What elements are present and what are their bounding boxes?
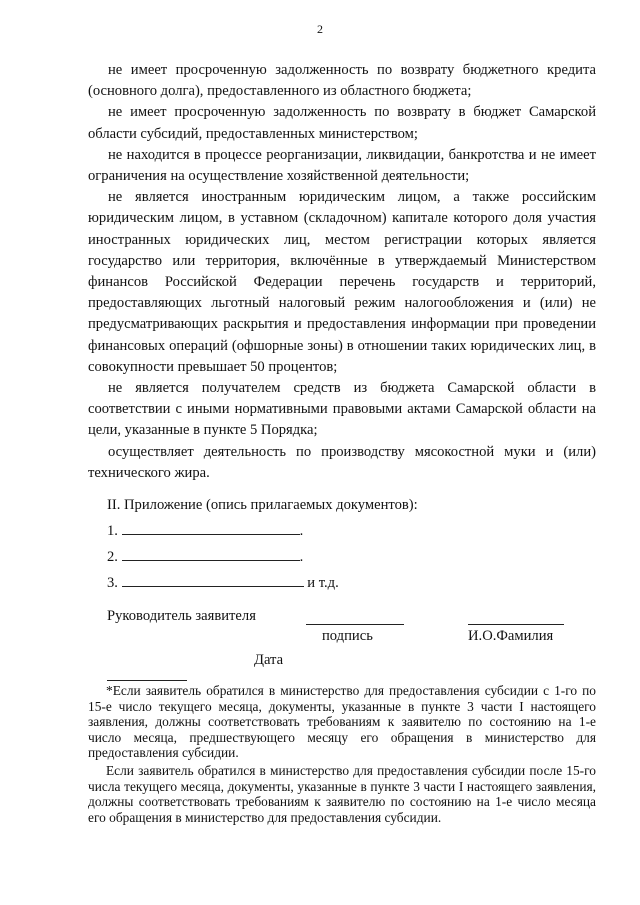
appendix-item[interactable] <box>107 521 303 542</box>
appendix-item[interactable] <box>107 573 339 594</box>
footnote-divider <box>107 680 187 681</box>
page-number: 2 <box>317 22 323 36</box>
requirement-paragraph: не имеет просроченную задолженность по возврату бюджетного кредита (основного долга), предоставленного из областного бюджета; <box>88 62 596 100</box>
appendix-item-suffix: . <box>299 549 304 565</box>
signatory-label: Руководитель заявителя <box>107 608 256 624</box>
date-label: Дата <box>254 652 284 668</box>
requirement-paragraph: не является иностранным юридическим лицом, а также российским юридическим лицом, в уставном (складочном) капитале которого доля участия иностранных юридических лиц, местом регистрации которых является государство или территория, включённые в утверждаемый Министерством финансов Российской Федерации перечень государств и территорий, предоставляющих льготный налоговый режим налогообложения и (или) не предусматривающих раскрытия и предоставления информации при проведении финансовых операций (офшорные зоны) в отношении таких юридических лиц, в совокупности превышает 50 процентов; <box>88 189 596 375</box>
signature-line[interactable] <box>306 624 404 625</box>
footnote-paragraph: Если заявитель обратился в министерство для предоставления субсидии после 15-го числа текущего месяца, документы, указанные в пункте 3 части I настоящего заявления, должны соответствовать требованиям к заявителю по состоянию на 1-е число месяца его обращения в министерство для предоставления субсидии. <box>88 762 596 825</box>
appendix-item-number: 1. <box>107 523 118 539</box>
blank-line[interactable] <box>122 521 300 535</box>
appendix-title: II. Приложение (опись прилагаемых документов): <box>107 497 418 513</box>
appendix-item-suffix: и т.д. <box>303 575 339 591</box>
signature-caption: подпись <box>322 628 373 644</box>
name-line[interactable] <box>468 624 564 625</box>
appendix-item-number: 2. <box>107 549 118 565</box>
requirement-paragraph: не имеет просроченную задолженность по возврату в бюджет Самарской области субсидий, предоставленных министерством; <box>88 104 596 142</box>
requirements-list <box>88 60 596 484</box>
appendix-item[interactable] <box>107 547 303 568</box>
blank-line[interactable] <box>122 573 304 587</box>
footnote-paragraph: *Если заявитель обратился в министерство для предоставления субсидии с 1-го по 15-е число текущего месяца, документы, указанные в пункте 3 части I настоящего заявления, должны соответствовать требованиям к заявителю по состоянию на 1-е число месяца, предшествующего месяцу его обращения в министерство для предоставления субсидии. <box>88 683 596 761</box>
name-caption: И.О.Фамилия <box>468 628 554 644</box>
blank-line[interactable] <box>122 547 300 561</box>
footnote <box>88 683 596 825</box>
requirement-paragraph: осуществляет деятельность по производству мясокостной муки и (или) технического жира. <box>88 443 596 481</box>
requirement-paragraph: не находится в процессе реорганизации, ликвидации, банкротства и не имеет ограничения на осуществление хозяйственной деятельности; <box>88 146 596 185</box>
appendix-item-suffix: . <box>299 523 304 539</box>
requirement-paragraph: не является получателем средств из бюджета Самарской области в соответствии с иными нормативными правовыми актами Самарской области на цели, указанные в пункте 5 Порядка; <box>88 380 596 439</box>
appendix-item-number: 3. <box>107 575 118 591</box>
